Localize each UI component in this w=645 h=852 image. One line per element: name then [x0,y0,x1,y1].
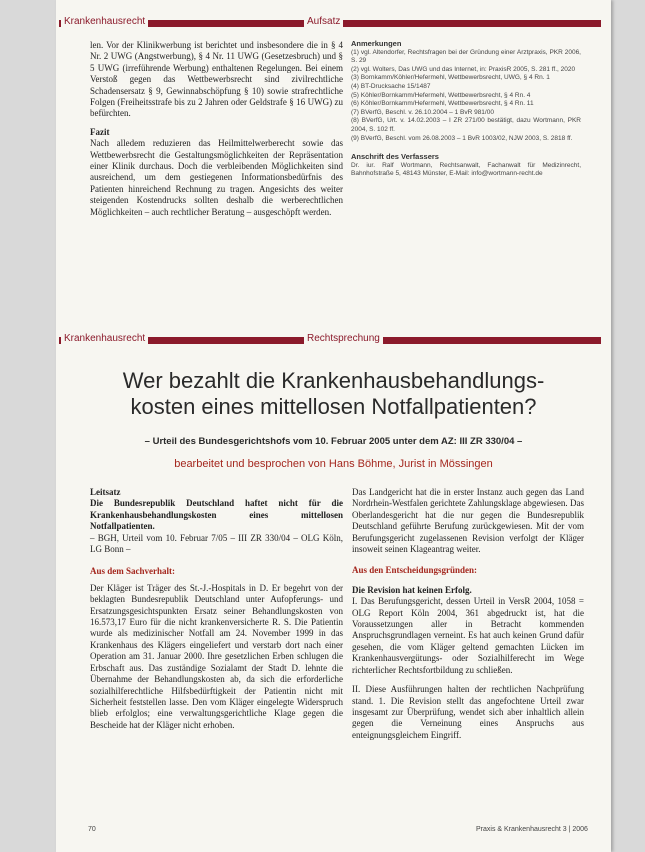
middle-rubric-right: Rechtsprechung [304,332,383,346]
lower-left-column [90,487,343,731]
sachverhalt-text: Der Kläger ist Träger des St.-J.-Hospitals in D. Er begehrt von der beklagten Bundesrepublik Deutschland unter Aufopferungs- und Ersatzungsgesichtspunkten Ersatz seiner Behandlungskosten von 16.573,17 Euro für die nicht krankenversicherte R. S. Die Patientin wurde als medizinischer Notfall am 24. November 1999 in das Krankenhaus des Klägers eingeliefert und verstarb dort nach einer Operation am 31. Januar 2000. Ihre gesetzlichen Erben schlugen die Erbschaft aus. Das zuständige Sozialamt der Stadt D. lehnte die Übernahme der Behandlungskosten ab, da sich die erforderliche sozialhilferechtliche Hilfsbedürftigkeit der Patientin nicht mit Sicherheit feststellen lasse. Den vom Kläger eingelegte Widerspruch blieb erfolglos; eine verwaltungsgerichtliche Klage gegen die Bescheide hat der Kläger nicht erhoben. [90,582,343,730]
leitsatz-text: Die Bundesrepublik Deutschland haftet nicht für die Krankenhausbehandlungskosten eines mittellosen Notfallpatienten. [90,498,343,532]
top-rubric-left: Krankenhausrecht [61,15,148,29]
leitsatz-heading: Leitsatz [90,487,121,497]
footnote-6: (6) Köhler/Bornkamm/Hefermehl, Wettbewerbsrecht, § 4 Rn. 11 [351,100,534,108]
middle-rubric-left: Krankenhausrecht [61,332,148,346]
gruende-heading: Aus den Entscheidungsgründen: [352,565,478,576]
leitsatz-citation: – BGH, Urteil vom 10. Februar 7/05 – III ZR 330/04 – OLG Köln, LG Bonn – [90,532,343,555]
middle-rubric [59,332,601,346]
footnote-2: (2) vgl. Wolters, Das UWG und das Internet, in: PraxisR 2005, S. 281 ff., 2020 [351,65,576,73]
upper-left-column [90,40,343,218]
author-address-heading: Anschrift des Verfassers [351,152,439,162]
top-rubric [59,15,601,29]
footnote-3: (3) Bornkamm/Köhler/Hefermehl, Wettbewerbsrecht, UWG, § 4 Rn. 1 [351,74,550,82]
footnote-1: (1) vgl. Altendorfer, Rechtsfragen bei der Gründung einer Arztpraxis, PKR 2006, S. 29 [351,48,581,65]
article-title-line-1: Wer bezahlt die Krankenhausbehandlungs- [122,368,545,393]
article-title-line-2: kosten eines mittellosen Notfallpatienten? [130,394,537,419]
right-point-1: I. Das Berufungsgericht, dessen Urteil in VersR 2004, 1058 = OLG Report Köln 2004, 361 abgedruckt ist, hat die Voraussetzungen aller in Betracht kommenden Anspruchsgrundlagen verneint. Es hat auch keinen Grund dafür gesehen, die vom Kläger geltend gemachten Lücken im Krankenhausvergütungs- oder Sozialhilferecht im Wege richterlicher Rechtsfortbildung zu schließen. [352,596,584,675]
footnote-8: (8) BVerfG, Urt. v. 14.02.2003 – I ZR 271/00 bestätigt, dazu Wortmann, PKR 2004, S. 102 ff. [351,117,581,133]
footnotes [351,40,581,179]
footnote-4: (4) BT-Drucksache 15/1487 [351,82,431,90]
right-point-2: II. Diese Ausführungen halten der rechtlichen Nachprüfung stand. 1. Die Revision stellt das angefochtene Urteil zwar insgesamt zur Überprüfung, wendet sich aber inhaltlich allein gegen die Verneinung eines Anspruchs aus enteignungsgleichem Eingriff. [352,684,584,740]
top-rubric-right: Aufsatz [304,15,343,29]
fazit-text: Nach alledem reduzieren das Heilmittelwerberecht sowie das Wettbewerbsrecht die Gestaltungsmöglichkeiten der Repräsentation einer Klinik durchaus. Doch die verbleibenden Möglichkeiten sind ausreichend, um dem gestiegenen Informationsbedürfnis des Patienten hinreichend Rechnung zu tragen. Angesichts des weiter steigenden Kostendrucks sollten deshalb die werberechtlichen Möglichkeiten – auch rechtlicher Beratung – ausgeschöpft werden. [90,138,343,217]
article-subtitle: – Urteil des Bundesgerichtshofs vom 10. Februar 2005 unter dem AZ: III ZR 330/04 – [144,436,523,447]
footnotes-heading: Anmerkungen [351,39,402,48]
footnote-7: (7) BVerfG, Beschl. v. 26.10.2004 – 1 BvR 981/00 [351,108,494,116]
document-page [56,0,611,852]
footnote-9: (9) BVerfG, Beschl. vom 26.08.2003 – 1 BvR 1003/02, NJW 2003, S. 2818 ff. [351,134,573,142]
lower-right-column [352,487,584,741]
right-intro-text: Das Landgericht hat die in erster Instanz auch gegen das Land Nordrhein-Westfalen gerichtete Zahlungsklage abgewiesen. Das Oberlandesgericht hat die nur gegen die Bundesrepublik Deutschland geführte Berufung zurückgewiesen. Mit der vom Berufungsgericht zugelassenen Revision verfolgt der Kläger insoweit seinen Klageantrag weiter. [352,487,584,555]
revision-heading: Die Revision hat keinen Erfolg. [352,584,472,595]
upper-left-continuation: len. Vor der Klinikwerbung ist berichtet und insbesondere die in § 4 Nr. 2 UWG (Angstwerbung), § 4 Nr. 11 UWG (Gesetzesbruch) und § 5 UWG (irreführende Werbung) enthaltenen Regelungen. Bei einem Verstoß gegen das Wettbewerbsrecht sind zivilrechtliche Schadensersatz § 9, Gewinnabschöpfung § 10) sowie strafrechtliche Folgen (Freiheitsstrafe bis zu 2 Jahren oder Geldstrafe § 16 UWG) zu befürchten. [90,40,343,119]
footnote-5: (5) Köhler/Bornkamm/Hefermehl, Wettbewerbsrecht, § 4 Rn. 4 [351,91,531,99]
sachverhalt-heading: Aus dem Sachverhalt: [90,566,175,577]
article-title [56,368,611,420]
fazit-heading: Fazit [90,126,110,137]
page-number: 70 [88,826,96,833]
journal-footer: Praxis & Krankenhausrecht 3 | 2006 [476,826,588,833]
article-byline: bearbeitet und besprochen von Hans Böhme, Jurist in Mössingen [174,458,493,470]
author-address: Dr. iur. Ralf Wortmann, Rechtsanwalt, Fachanwalt für Medizinrecht, Bahnhofstraße 5, 48143 Münster, E-Mail: info@wortmann-recht.de [351,161,581,178]
